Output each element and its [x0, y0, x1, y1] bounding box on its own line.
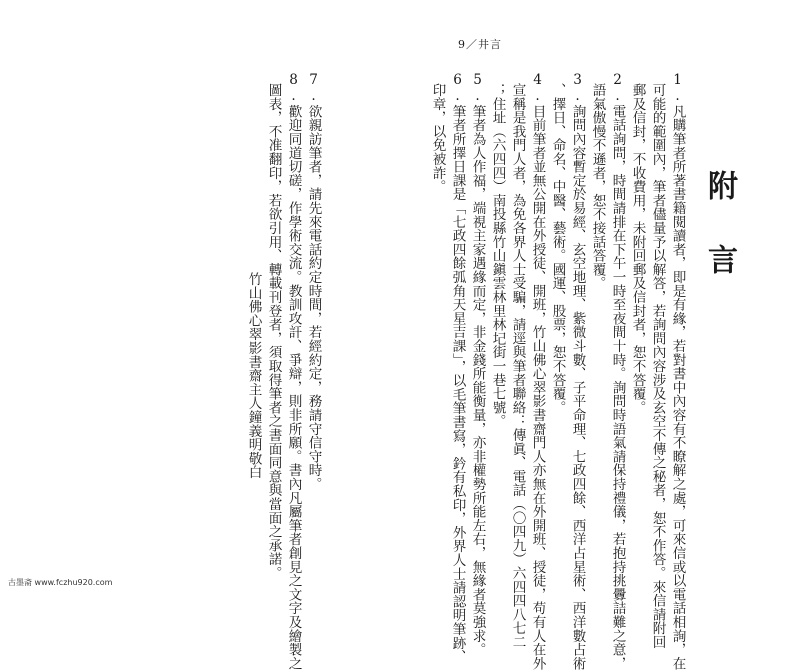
page-header: 9／井言	[458, 38, 502, 51]
text-column: 3.詢問內容暫定於易經、玄空地理、紫微斗數、子平命理、七政四餘、西洋占星術、西洋數占術	[569, 72, 586, 670]
text-column: 6.筆者所擇日課是「七政四餘弧角天星吉課」，以毛筆書寫，鈐有私印，外界人士請認明筆跡、	[449, 72, 466, 664]
text-column: 宣稱是我門人者，為免各界人士受騙，請逕與筆者聯絡：傳眞、電話（〇四九）六四四八七二	[509, 83, 526, 649]
text-column: 印章，以免被詐。	[429, 83, 446, 194]
text-column: 4.目前筆者並無公開在外授徒、開班，竹山佛心翠影書齋門人亦無在外開班、授徒，苟有人在外	[529, 72, 546, 670]
text-column: 、擇日、命名、中醫、藝術。國運、股票，恕不答覆。	[549, 83, 566, 415]
signature: 竹山佛心翠影書齋主人鐘義明敬白	[245, 272, 262, 479]
watermark-footer: 古墨斋 www.fczhu920.com	[8, 578, 113, 587]
text-column: ；住址（六四四）南投縣竹山鎭雲林里林圮街一巷七號。	[489, 83, 506, 428]
text-column: 1.凡購筆者所著書籍閱讀者，即是有緣，若對書中內容有不瞭解之處，可來信或以電話相詢，在	[669, 72, 686, 670]
text-column: 5.筆者為人作福，端視主家遇緣而定，非金錢所能衡量，亦非權勢所能左右，無緣者莫強求。	[469, 72, 486, 657]
text-column: 可能的範圍內，筆者儘量予以解答，若詢問內容涉及玄空不傳之秘者，恕不作答。來信請附回	[649, 83, 666, 649]
text-column: 語氣傲慢不遜者，恕不接話答覆。	[589, 83, 606, 290]
text-column: 圖表，不准翻印，若欲引用、轉載刊登者，須取得筆者之書面同意與當面之承諾。	[265, 83, 282, 580]
text-column: 7.欲親訪筆者，請先來電話約定時間，若經約定，務請守信守時。	[305, 72, 322, 491]
text-column: 2.電話詢問，時間請排在下午一時至夜間十時。詢問時語氣請保持禮儀，若抱持挑釁詰難之意，	[609, 72, 626, 670]
text-column: 8.歡迎同道切磋，作學術交流。教訓攻訐、爭辯，則非所願。書內凡屬筆者創見之文字及繪製之	[285, 72, 302, 670]
section-title: 附言	[702, 170, 737, 318]
text-column: 郵及信封，不收費用，未附回郵及信封者，恕不答覆。	[629, 83, 646, 415]
